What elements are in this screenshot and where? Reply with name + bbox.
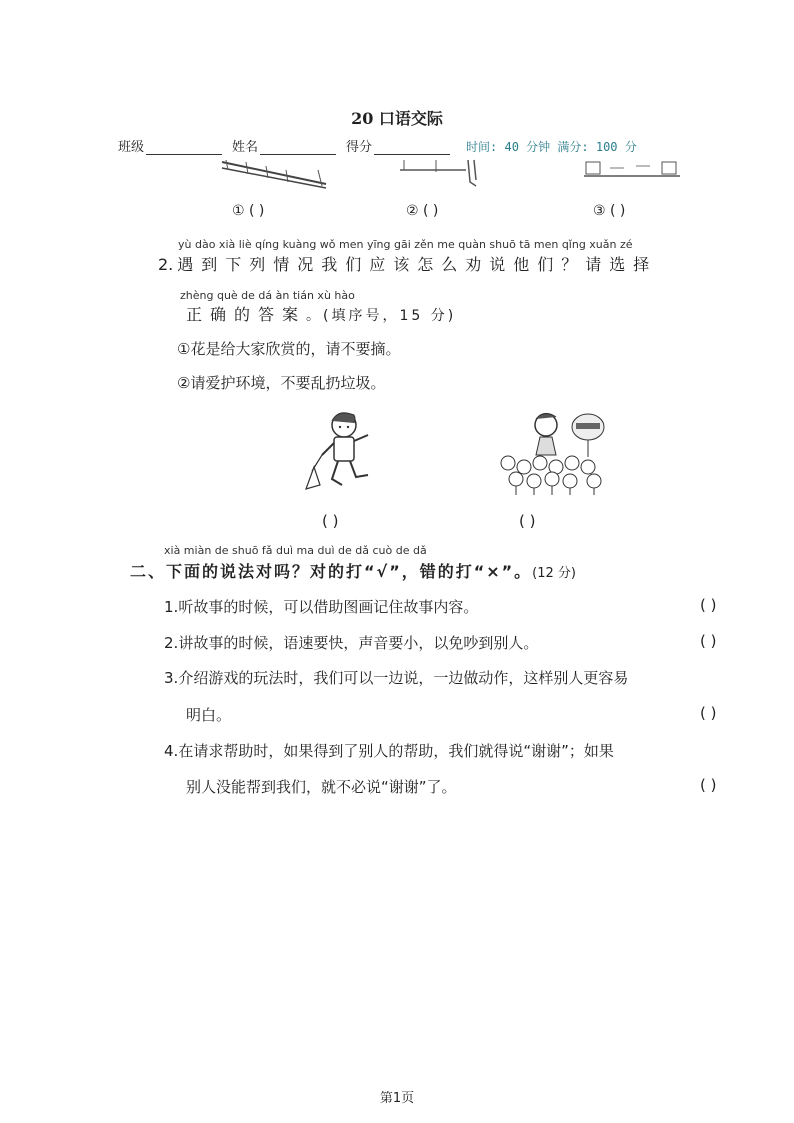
- class-label: 班级: [118, 140, 145, 155]
- q2-text-line1: 遇到下列情况我们应该怎么劝说他们？请选择: [177, 255, 658, 274]
- q2-pinyin-line1: yù dào xià liè qíng kuàng wǒ men yīng gāi zěn me quàn shuō tā men qǐng xuǎn zé: [178, 238, 633, 251]
- statement-text: 听故事的时候，可以借助图画记住故事内容。: [178, 598, 479, 616]
- statement-number: 4.: [164, 742, 179, 760]
- picture-1-fragment: [218, 156, 330, 190]
- q2-text-line2-suffix: 。(填序号，15 分): [306, 308, 457, 324]
- section2-pinyin: xià miàn de shuō fǎ duì ma duì de dǎ cuò de dǎ: [164, 544, 427, 557]
- name-blank: [260, 140, 336, 155]
- statement-number: 1.: [164, 598, 179, 616]
- name-label: 姓名: [232, 140, 259, 155]
- statement-1-answer[interactable]: ( ): [700, 596, 717, 614]
- statement-4-answer[interactable]: ( ): [700, 776, 717, 794]
- q1-answer-2[interactable]: ② ( ): [406, 203, 439, 219]
- q2-picture-answer-1[interactable]: ( ): [322, 512, 339, 530]
- class-blank: [146, 140, 222, 155]
- q1-answer-3[interactable]: ③ ( ): [593, 203, 626, 219]
- girl-picking-flowers-illustration: [494, 405, 612, 497]
- boy-littering-illustration: [298, 405, 380, 497]
- q2-picture-answer-2[interactable]: ( ): [519, 512, 536, 530]
- q1-answer-1[interactable]: ① ( ): [232, 203, 265, 219]
- header-row: [118, 136, 637, 155]
- statement-text: 在请求帮助时，如果得到了别人的帮助，我们就得说“谢谢”；如果: [178, 742, 614, 760]
- statement-1: [164, 596, 478, 617]
- section2-heading: 二、下面的说法对吗？对的打“√”，错的打“×”。: [130, 562, 533, 581]
- picture-2-fragment: [396, 156, 496, 190]
- score-label: 得分: [346, 140, 373, 155]
- picture-3-fragment: [580, 156, 686, 186]
- score-blank: [374, 140, 450, 155]
- statement-3-continuation: 明白。: [186, 706, 232, 724]
- statement-text: 介绍游戏的玩法时，我们可以一边说，一边做动作，这样别人更容易: [178, 669, 629, 687]
- q2-text-line2: 正确的答案: [186, 305, 307, 324]
- statement-4-continuation: 别人没能帮到我们，就不必说“谢谢”了。: [186, 778, 457, 796]
- section2-heading-row: [130, 559, 576, 582]
- q2-question-line1: [158, 252, 657, 275]
- statement-4: [164, 740, 614, 761]
- statement-text: 讲故事的时候，语速要快，声音要小，以免吵到别人。: [178, 634, 539, 652]
- q2-option-2: ②请爱护环境，不要乱扔垃圾。: [177, 374, 386, 392]
- time-info: 时间: 40 分钟 满分: 100 分: [466, 140, 637, 154]
- statement-2: [164, 632, 538, 653]
- q2-question-line2: [186, 302, 456, 325]
- section2-points: (12 分): [532, 566, 576, 581]
- page-title: 20 口语交际: [351, 109, 443, 128]
- statement-number: 3.: [164, 669, 179, 687]
- page-number: 第1页: [379, 1091, 415, 1106]
- q2-option-1: ①花是给大家欣赏的，请不要摘。: [177, 340, 401, 358]
- q2-pinyin-line2: zhèng què de dá àn tián xù hào: [180, 289, 355, 302]
- statement-3-answer[interactable]: ( ): [700, 704, 717, 722]
- q2-number: 2.: [158, 255, 174, 274]
- statement-2-answer[interactable]: ( ): [700, 632, 717, 650]
- statement-number: 2.: [164, 634, 179, 652]
- statement-3: [164, 667, 628, 688]
